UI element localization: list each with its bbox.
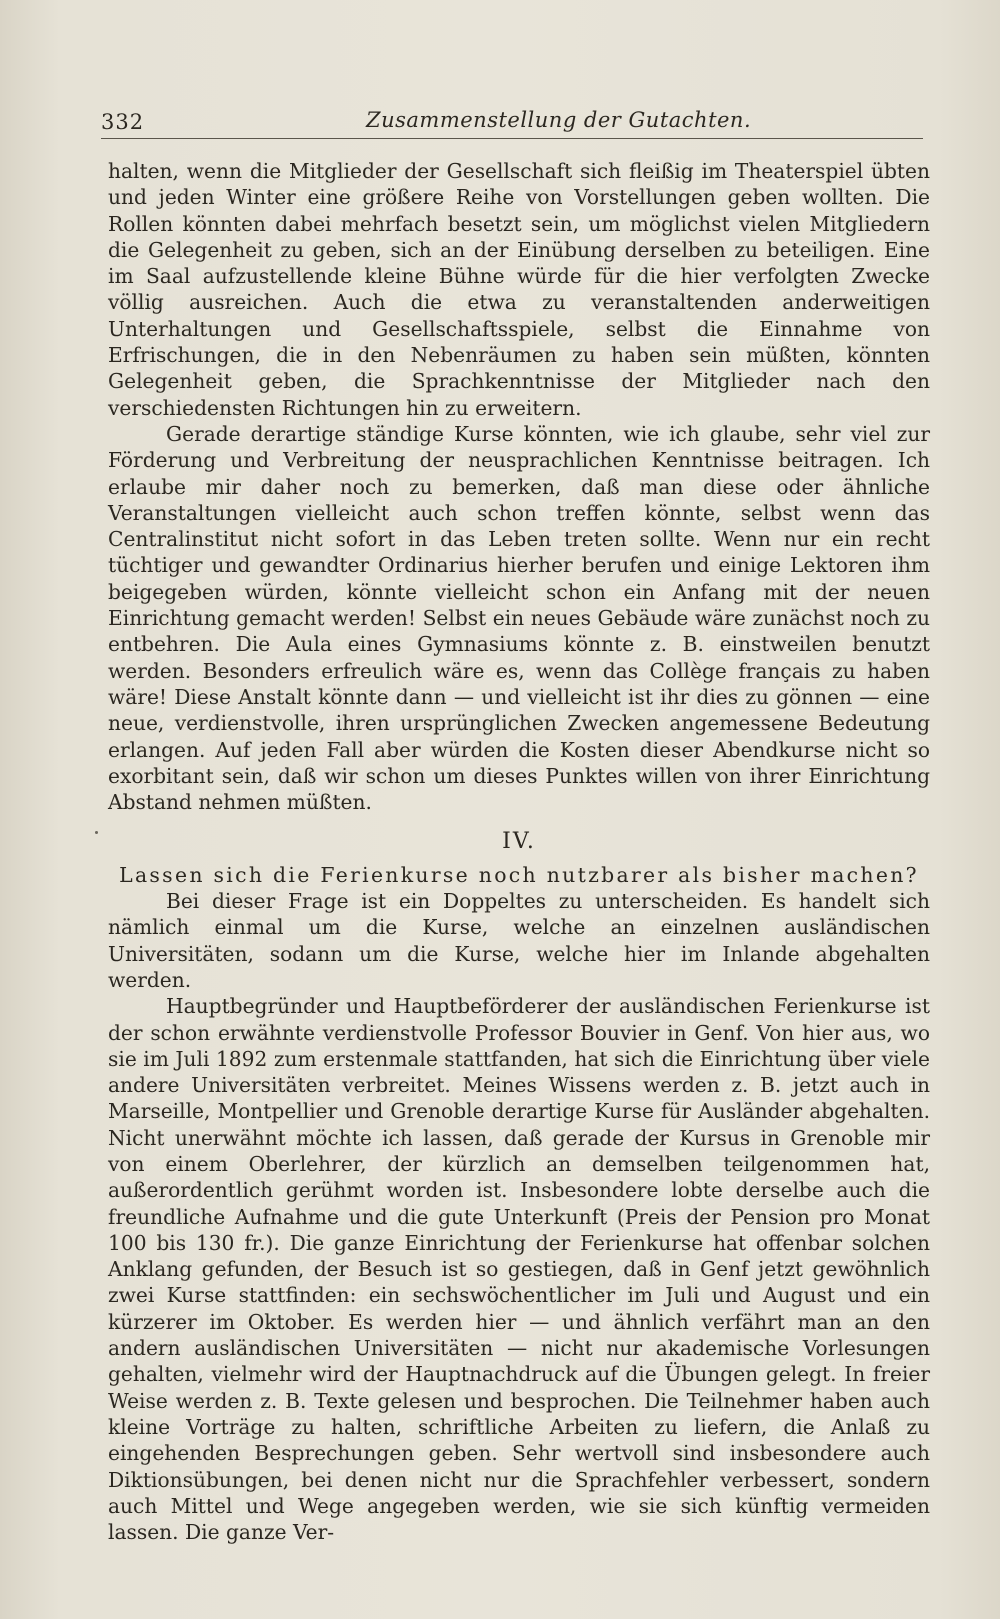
paragraph: Hauptbegründer und Hauptbeförderer der ausländischen Ferienkurse ist der schon erwähnte verdienstvolle Professor Bouvier in Genf. Von hier aus, wo sie im Juli 1892 zum erstenmale stattfanden, hat sich die Einrichtung über viele andere Universitäten verbreitet. Meines Wissens werden z. B. jetzt auch in Marseille, Montpellier und Grenoble derartige Kurse für Ausländer abgehalten. Nicht unerwähnt möchte ich lassen, daß gerade der Kursus in Grenoble mir von einem Oberlehrer, der kürzlich an demselben teilgenommen hat, außerordentlich gerühmt worden ist. Insbesondere lobte derselbe auch die freundliche Aufnahme und die gute Unterkunft (Preis der Pension pro Monat 100 bis 130 fr.). Die ganze Einrichtung der Ferienkurse hat offenbar solchen Anklang gefunden, der Besuch ist so gestiegen, daß in Genf jetzt gewöhnlich zwei Kurse stattfinden: ein sechswöchentlicher im Juli und August und ein kürzerer im Oktober. Es werden hier — und ähnlich verfährt man an den andern ausländischen Universitäten — nicht nur akademische Vorlesungen gehalten, vielmehr wird der Hauptnachdruck auf die Übungen gelegt. In freier Weise werden z. B. Texte gelesen und besprochen. Die Teilnehmer haben auch kleine Vorträge zu halten, schriftliche Arbeiten zu liefern, die Anlaß zu eingehenden Besprechungen geben. Sehr wertvoll sind insbesondere auch Diktionsübungen, bei denen nicht nur die Sprachfehler verbessert, sondern auch Mittel und Wege angegeben werden, wie sie sich künftig vermeiden lassen. Die ganze Ver- [108,994,930,1545]
margin-speck [95,831,98,834]
section-question: Lassen sich die Ferienkurse noch nutzbarer als bisher machen? [119,862,919,887]
paragraph-continued: halten, wenn die Mitglieder der Gesellschaft sich fleißig im Theaterspiel übten und jeden Winter eine größere Reihe von Vorstellungen geben wollten. Die Rollen könnten dabei mehrfach besetzt sein, um möglichst vielen Mitgliedern die Gelegenheit zu geben, sich an der Einübung derselben zu beteiligen. Eine im Saal aufzustellende kleine Bühne würde für die hier verfolgten Zwecke völlig ausreichen. Auch die etwa zu veranstaltenden anderweitigen Unterhaltungen und Gesellschaftsspiele, selbst die Einnahme von Erfrischungen, die in den Nebenräumen zu haben sein müßten, könnten Gelegenheit geben, die Sprachkenntnisse der Mitglieder nach den verschiedensten Richtungen hin zu erweitern. [108,159,930,420]
running-title: Zusammenstellung der Gutachten. [366,108,752,132]
paragraph: Bei dieser Frage ist ein Doppeltes zu unterscheiden. Es handelt sich nämlich einmal um die Kurse, welche an einzelnen ausländischen Universitäten, sodann um die Kurse, welche hier im Inlande abgehalten werden. [108,889,930,992]
page-number: 332 [101,110,145,134]
paragraph: Gerade derartige ständige Kurse könnten, wie ich glaube, sehr viel zur Förderung und Verbreitung der neusprachlichen Kenntnisse beitragen. Ich erlaube mir daher noch zu bemerken, daß man diese oder ähnliche Veranstaltungen vielleicht auch schon treffen könnte, selbst wenn das Centralinstitut nicht sofort in das Leben treten sollte. Wenn nur ein recht tüchtiger und gewandter Ordinarius hierher berufen und einige Lektoren ihm beigegeben würden, könnte vielleicht schon ein Anfang mit der neuen Einrichtung gemacht werden! Selbst ein neues Gebäude wäre zunächst noch zu entbehren. Die Aula eines Gymnasiums könnte z. B. einstweilen benutzt werden. Besonders erfreulich wäre es, wenn das Collège français zu haben wäre! Diese Anstalt könnte dann — und vielleicht ist ihr dies zu gönnen — eine neue, verdienstvolle, ihren ursprünglichen Zwecken angemessene Bedeutung erlangen. Auf jeden Fall aber würden die Kosten dieser Abendkurse nicht so exorbitant sein, daß wir schon um dieses Punktes willen von ihrer Einrichtung Abstand nehmen müßten. [108,421,930,815]
section-number: IV. [502,829,536,855]
body-text [108,158,930,1545]
page-header [101,108,923,139]
